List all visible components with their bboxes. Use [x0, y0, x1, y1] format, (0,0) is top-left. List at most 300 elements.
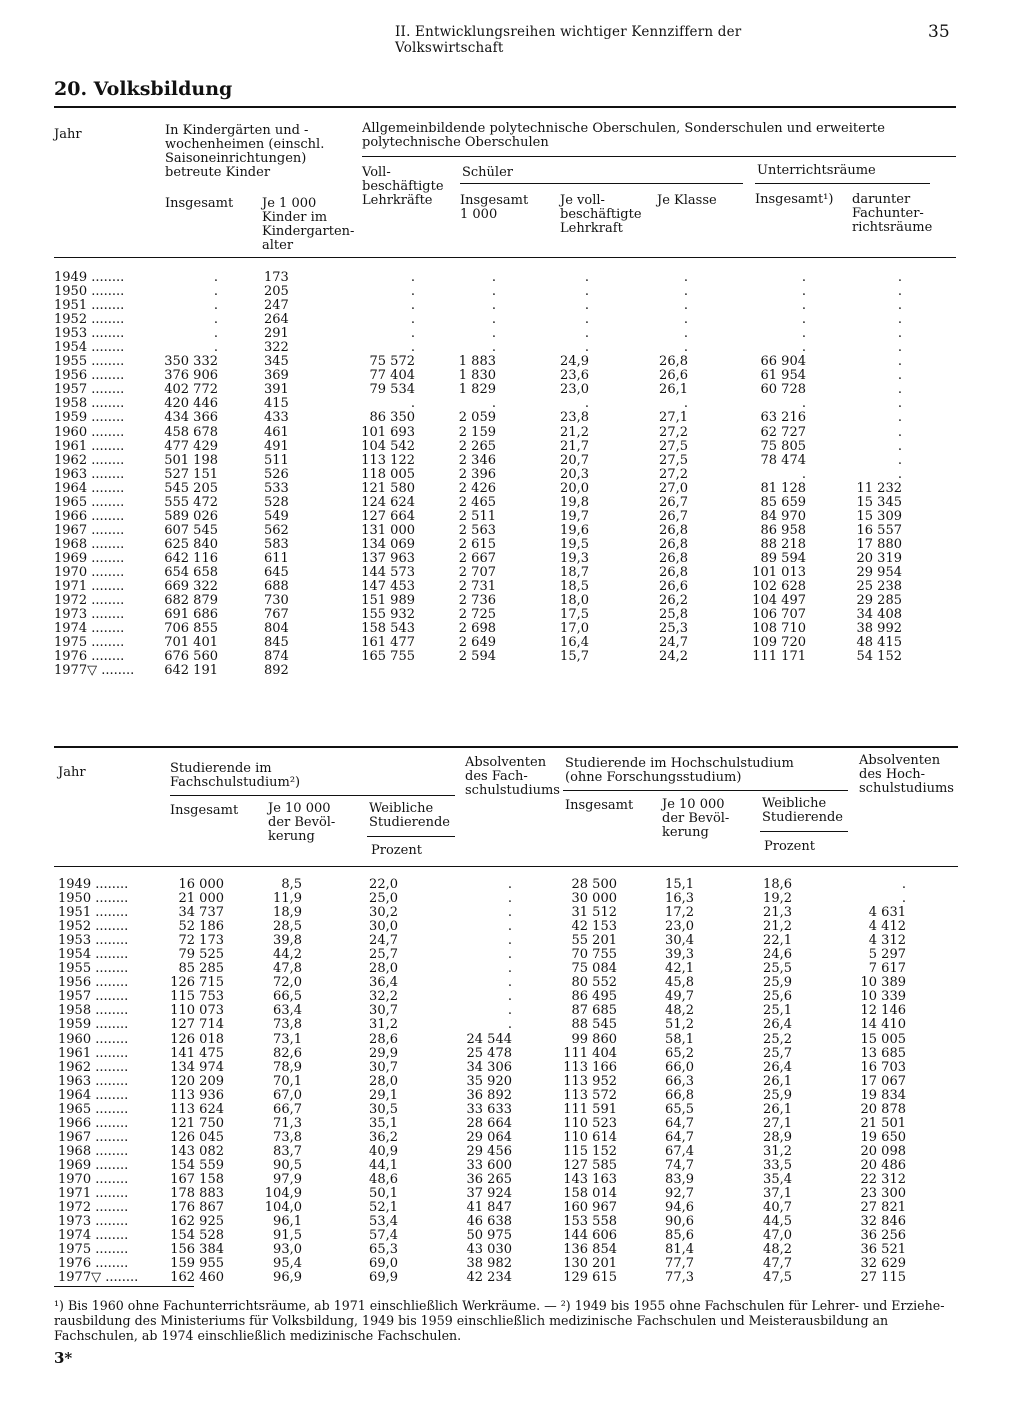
- table-cell: 110 614: [563, 1129, 617, 1145]
- table-cell: 2 736: [458, 593, 496, 609]
- table-cell: 137 963: [361, 550, 415, 566]
- table-cell: 52,1: [369, 1200, 398, 1216]
- t2-head-fach-weiblich: Weibliche Studierende: [369, 801, 450, 830]
- table-cell: 127 585: [563, 1157, 617, 1173]
- table-cell: 160 967: [563, 1200, 617, 1216]
- table-cell: .: [897, 424, 902, 440]
- table-cell: .: [897, 410, 902, 426]
- table-cell: 19,2: [763, 891, 792, 907]
- table-cell: 26,1: [763, 1073, 792, 1089]
- table-cell: 555 472: [164, 494, 218, 510]
- table-cell: .: [507, 1017, 512, 1033]
- table-cell: 511: [264, 452, 289, 468]
- table-cell: 48 415: [856, 635, 902, 651]
- table-cell: 44,1: [369, 1157, 398, 1173]
- year-cell: 1957 ........: [58, 989, 129, 1005]
- table-cell: .: [801, 270, 806, 285]
- table-cell: .: [801, 312, 806, 328]
- table-cell: 77,7: [665, 1256, 694, 1272]
- table-cell: 30,7: [369, 1003, 398, 1019]
- t1-col-kinder-insgesamt: [150, 271, 218, 678]
- table-cell: 26,4: [763, 1059, 792, 1075]
- table-cell: 26,8: [659, 522, 688, 538]
- table-cell: 4 631: [868, 905, 906, 921]
- table-cell: 27,5: [659, 452, 688, 468]
- table-cell: 31 512: [571, 905, 617, 921]
- table-cell: .: [507, 961, 512, 977]
- table-cell: 24,6: [763, 947, 792, 963]
- table-cell: 110 073: [170, 1003, 224, 1019]
- table-cell: 62 727: [760, 424, 806, 440]
- table-cell: 120 209: [170, 1073, 224, 1089]
- table-cell: 35 920: [466, 1073, 512, 1089]
- table-cell: 205: [264, 284, 289, 300]
- table-cell: 26,4: [763, 1017, 792, 1033]
- table-cell: 30,2: [369, 905, 398, 921]
- table-cell: .: [683, 312, 688, 328]
- year-cell: 1959 ........: [54, 410, 125, 426]
- table-cell: .: [584, 326, 589, 342]
- t1-col-raeume-fach: [832, 271, 902, 678]
- table-cell: 501 198: [164, 452, 218, 468]
- table-cell: 1 883: [458, 354, 496, 370]
- table-cell: 86 350: [369, 410, 415, 426]
- table-cell: 15,1: [665, 877, 694, 892]
- year-cell: 1964 ........: [54, 480, 125, 496]
- table-cell: 115 152: [563, 1143, 617, 1159]
- table-cell: 143 082: [170, 1143, 224, 1159]
- table-cell: 11,9: [273, 891, 302, 907]
- table-2-head-rule: [54, 866, 958, 867]
- table-cell: 25,8: [659, 607, 688, 623]
- table-cell: .: [213, 270, 218, 285]
- table-cell: .: [213, 340, 218, 356]
- table-cell: .: [897, 438, 902, 454]
- table-cell: 178 883: [170, 1186, 224, 1202]
- table-cell: 126 018: [170, 1031, 224, 1047]
- table-cell: 162 460: [170, 1270, 224, 1286]
- table-cell: 1 829: [458, 382, 496, 398]
- table-cell: .: [897, 312, 902, 328]
- table-cell: 27 115: [860, 1270, 906, 1286]
- table-cell: 26,8: [659, 354, 688, 370]
- table-cell: 2 615: [458, 536, 496, 552]
- table-cell: 25,6: [763, 989, 792, 1005]
- table-cell: .: [683, 340, 688, 356]
- table-cell: .: [410, 396, 415, 412]
- table-cell: 94,6: [665, 1200, 694, 1216]
- table-cell: 40,9: [369, 1143, 398, 1159]
- year-cell: 1957 ........: [54, 382, 125, 398]
- table-cell: 36 256: [860, 1228, 906, 1244]
- table-cell: 153 558: [563, 1214, 617, 1230]
- table-cell: 15 345: [856, 494, 902, 510]
- table-cell: 144 573: [361, 564, 415, 580]
- table-cell: .: [801, 340, 806, 356]
- table-cell: .: [801, 326, 806, 342]
- table-cell: 25 478: [466, 1045, 512, 1061]
- table-cell: 93,0: [273, 1242, 302, 1258]
- year-cell: 1963 ........: [54, 466, 125, 482]
- year-cell: 1954 ........: [54, 340, 125, 356]
- table-cell: 26,1: [763, 1101, 792, 1117]
- table-cell: 17 880: [856, 536, 902, 552]
- table-cell: 691 686: [164, 607, 218, 623]
- table-cell: 701 401: [164, 635, 218, 651]
- table-cell: 322: [264, 340, 289, 356]
- table-cell: [644, 664, 688, 678]
- table-cell: 28,6: [369, 1031, 398, 1047]
- table-cell: .: [410, 340, 415, 356]
- year-cell: 1966 ........: [54, 508, 125, 524]
- table-cell: 72 173: [178, 933, 224, 949]
- table-cell: 48,2: [665, 1003, 694, 1019]
- table-cell: 91,5: [273, 1228, 302, 1244]
- table-cell: 113 122: [361, 452, 415, 468]
- table-cell: [340, 664, 415, 678]
- table-cell: 89 594: [760, 550, 806, 566]
- t1-col-schueler-insgesamt: [440, 271, 496, 678]
- table-cell: 85 659: [760, 494, 806, 510]
- table-cell: 63,4: [273, 1003, 302, 1019]
- table-cell: 124 624: [361, 494, 415, 510]
- t1-col-schueler-je-lehrkraft: [545, 271, 589, 678]
- table-cell: 39,8: [273, 933, 302, 949]
- table-cell: 461: [264, 424, 289, 440]
- table-cell: 26,2: [659, 593, 688, 609]
- table-cell: 144 606: [563, 1228, 617, 1244]
- table-cell: 24,7: [659, 635, 688, 651]
- table-cell: 121 750: [170, 1115, 224, 1131]
- t1-head-kinder-je1000: Je 1 000 Kinder im Kindergarten-alter: [262, 196, 355, 253]
- t2-head-hoch-group: Studierende im Hochschulstudium (ohne Forschungsstudium): [565, 756, 794, 785]
- table-cell: 527 151: [164, 466, 218, 482]
- table-cell: 96,1: [273, 1214, 302, 1230]
- year-cell: 1959 ........: [58, 1017, 129, 1033]
- t2-subrule-fach: [170, 795, 455, 796]
- table-cell: 2 707: [458, 564, 496, 580]
- table-cell: .: [901, 877, 906, 892]
- table-cell: 19,5: [560, 536, 589, 552]
- table-cell: 2 465: [458, 494, 496, 510]
- table-cell: .: [410, 326, 415, 342]
- year-cell: 1974 ........: [54, 621, 125, 637]
- table-cell: 35,1: [369, 1115, 398, 1131]
- table-cell: 154 559: [170, 1157, 224, 1173]
- table-cell: .: [213, 298, 218, 314]
- t1-subrule-schulen: [362, 156, 956, 157]
- table-cell: 83,7: [273, 1143, 302, 1159]
- table-cell: 10 339: [860, 989, 906, 1005]
- table-cell: 20 878: [860, 1101, 906, 1117]
- table-cell: 2 725: [458, 607, 496, 623]
- table-cell: 47,7: [763, 1256, 792, 1272]
- table-cell: 143 163: [563, 1171, 617, 1187]
- table-cell: 126 715: [170, 975, 224, 991]
- table-cell: 67,0: [273, 1087, 302, 1103]
- year-cell: 1976 ........: [58, 1256, 129, 1272]
- table-cell: 58,1: [665, 1031, 694, 1047]
- table-cell: 97,9: [273, 1171, 302, 1187]
- table-cell: 21,7: [560, 438, 589, 454]
- table-cell: 113 952: [563, 1073, 617, 1089]
- table-cell: 66,0: [665, 1059, 694, 1075]
- table-cell: 18,9: [273, 905, 302, 921]
- table-cell: 24,2: [659, 649, 688, 665]
- table-cell: 78,9: [273, 1059, 302, 1075]
- table-cell: 44,2: [273, 947, 302, 963]
- table-cell: 19 834: [860, 1087, 906, 1103]
- table-cell: 45,8: [665, 975, 694, 991]
- table-cell: 682 879: [164, 593, 218, 609]
- table-cell: 34 408: [856, 607, 902, 623]
- table-cell: 706 855: [164, 621, 218, 637]
- t2-col-hoch-weiblich: [754, 878, 792, 1285]
- table-cell: 79 525: [178, 947, 224, 963]
- t1-head-schueler-group: Schüler: [462, 165, 513, 180]
- table-cell: 99 860: [571, 1031, 617, 1047]
- table-cell: 109 720: [752, 635, 806, 651]
- table-cell: 69,9: [369, 1270, 398, 1286]
- t2-head-abs-hoch: Absolventen des Hoch-schulstudiums: [859, 753, 954, 796]
- t1-head-schueler-je-lehrkraft: Je voll-beschäftigte Lehrkraft: [560, 193, 642, 236]
- table-cell: 2 159: [458, 424, 496, 440]
- table-cell: 688: [264, 579, 289, 595]
- table-cell: 892: [264, 663, 289, 679]
- table-cell: 28,5: [273, 919, 302, 935]
- table-cell: 2 698: [458, 621, 496, 637]
- table-cell: 73,1: [273, 1031, 302, 1047]
- table-cell: 264: [264, 312, 289, 328]
- table-cell: 2 594: [458, 649, 496, 665]
- table-cell: .: [507, 891, 512, 907]
- table-cell: 23,6: [560, 368, 589, 384]
- table-cell: 154 528: [170, 1228, 224, 1244]
- table-cell: 583: [264, 536, 289, 552]
- t2-subrule-hoch-prozent: [760, 831, 848, 832]
- table-cell: .: [507, 919, 512, 935]
- table-cell: 10 389: [860, 975, 906, 991]
- t2-col-hoch-insgesamt: [550, 878, 617, 1285]
- table-cell: 2 059: [458, 410, 496, 426]
- table-cell: 8,5: [281, 877, 302, 892]
- table-cell: 642 116: [164, 550, 218, 566]
- t2-subrule-hoch: [563, 790, 848, 791]
- table-1-top-rule: [54, 106, 956, 108]
- table-cell: 84 970: [760, 508, 806, 524]
- table-cell: 66 904: [760, 354, 806, 370]
- table-cell: 118 005: [361, 466, 415, 482]
- table-cell: 477 429: [164, 438, 218, 454]
- table-cell: 151 989: [361, 593, 415, 609]
- year-cell: 1964 ........: [58, 1087, 129, 1103]
- year-cell: 1963 ........: [58, 1073, 129, 1089]
- table-cell: 420 446: [164, 396, 218, 412]
- table-cell: 11 232: [856, 480, 902, 496]
- table-cell: 562: [264, 522, 289, 538]
- table-cell: 72,0: [273, 975, 302, 991]
- table-cell: 80 552: [571, 975, 617, 991]
- table-cell: 73,8: [273, 1017, 302, 1033]
- table-cell: .: [897, 452, 902, 468]
- table-cell: 46 638: [466, 1214, 512, 1230]
- table-cell: 36 265: [466, 1171, 512, 1187]
- section-title: 20. Volksbildung: [54, 78, 233, 100]
- year-cell: 1969 ........: [54, 550, 125, 566]
- year-cell: 1976 ........: [54, 649, 125, 665]
- table-cell: 104 497: [752, 593, 806, 609]
- t1-col-years: [54, 271, 154, 678]
- t2-col-fach-insgesamt: [160, 878, 224, 1285]
- table-cell: .: [801, 396, 806, 412]
- table-cell: 64,7: [665, 1129, 694, 1145]
- year-cell: 1977▽ ........: [58, 1270, 139, 1286]
- table-cell: 25,1: [763, 1003, 792, 1019]
- table-cell: 67,4: [665, 1143, 694, 1159]
- year-cell: 1955 ........: [58, 961, 129, 977]
- year-cell: 1975 ........: [54, 635, 125, 651]
- table-cell: 23,0: [665, 919, 694, 935]
- table-cell: .: [507, 1003, 512, 1019]
- table-cell: 35,4: [763, 1171, 792, 1187]
- year-cell: 1950 ........: [54, 284, 125, 300]
- t1-head-lehrkraefte: Voll-beschäftigte Lehrkräfte: [362, 165, 444, 208]
- table-cell: 86 958: [760, 522, 806, 538]
- year-cell: 1961 ........: [54, 438, 125, 454]
- table-cell: 2 649: [458, 635, 496, 651]
- table-cell: 369: [264, 368, 289, 384]
- table-cell: 434 366: [164, 410, 218, 426]
- table-cell: 104,9: [264, 1186, 302, 1202]
- table-cell: 141 475: [170, 1045, 224, 1061]
- table-cell: 4 312: [868, 933, 906, 949]
- t2-head-hoch-prozent: Prozent: [764, 839, 815, 854]
- table-cell: 25,0: [369, 891, 398, 907]
- table-cell: 81,4: [665, 1242, 694, 1258]
- table-cell: 36,4: [369, 975, 398, 991]
- table-cell: 642 191: [164, 663, 218, 679]
- table-cell: .: [897, 298, 902, 314]
- table-cell: 96,9: [273, 1270, 302, 1286]
- table-cell: 113 166: [563, 1059, 617, 1075]
- table-cell: 173: [264, 270, 289, 285]
- t2-head-hoch-insgesamt: Insgesamt: [565, 798, 634, 813]
- table-cell: 115 753: [170, 989, 224, 1005]
- table-cell: 66,5: [273, 989, 302, 1005]
- table-cell: 36 892: [466, 1087, 512, 1103]
- year-cell: 1968 ........: [58, 1143, 129, 1159]
- table-cell: .: [507, 933, 512, 949]
- table-cell: .: [897, 396, 902, 412]
- table-cell: 43 030: [466, 1242, 512, 1258]
- table-cell: 25 238: [856, 579, 902, 595]
- table-cell: .: [213, 284, 218, 300]
- t1-col-lehrkraefte: [340, 271, 415, 678]
- table-cell: 108 710: [752, 621, 806, 637]
- table-cell: 113 624: [170, 1101, 224, 1117]
- table-cell: 16,4: [560, 635, 589, 651]
- t2-head-hoch-weiblich: Weibliche Studierende: [762, 796, 843, 825]
- t1-col-kinder-je1000: [264, 271, 304, 678]
- table-cell: 376 906: [164, 368, 218, 384]
- table-cell: 113 572: [563, 1087, 617, 1103]
- table-cell: 31,2: [763, 1143, 792, 1159]
- table-cell: 101 693: [361, 424, 415, 440]
- t1-head-raeume-group: Unterrichtsräume: [757, 163, 876, 178]
- year-cell: 1973 ........: [58, 1214, 129, 1230]
- table-cell: 104 542: [361, 438, 415, 454]
- table-cell: 79 534: [369, 382, 415, 398]
- table-cell: 32 846: [860, 1214, 906, 1230]
- table-cell: 20 319: [856, 550, 902, 566]
- table-cell: 41 847: [466, 1200, 512, 1216]
- table-cell: 19,7: [560, 508, 589, 524]
- table-cell: 28,0: [369, 961, 398, 977]
- table-cell: 121 580: [361, 480, 415, 496]
- year-cell: 1949 ........: [54, 270, 125, 285]
- table-cell: 155 932: [361, 607, 415, 623]
- table-cell: 767: [264, 607, 289, 623]
- table-cell: 12 146: [860, 1003, 906, 1019]
- table-cell: 32,2: [369, 989, 398, 1005]
- table-cell: 83,9: [665, 1171, 694, 1187]
- table-cell: 85 285: [178, 961, 224, 977]
- t1-head-raeume-fach: darunter Fachunter-richtsräume: [852, 192, 933, 235]
- table-cell: 34 737: [178, 905, 224, 921]
- t1-col-raeume-insgesamt: [740, 271, 806, 678]
- table-cell: 30 000: [571, 891, 617, 907]
- year-cell: 1972 ........: [58, 1200, 129, 1216]
- table-cell: 27,1: [659, 410, 688, 426]
- table-cell: 28 664: [466, 1115, 512, 1131]
- table-cell: 106 707: [752, 607, 806, 623]
- table-cell: .: [584, 340, 589, 356]
- year-cell: 1956 ........: [54, 368, 125, 384]
- table-cell: 92,7: [665, 1186, 694, 1202]
- table-cell: 18,0: [560, 593, 589, 609]
- table-cell: 33 633: [466, 1101, 512, 1117]
- table-cell: 161 477: [361, 635, 415, 651]
- year-cell: 1958 ........: [54, 396, 125, 412]
- table-cell: .: [897, 340, 902, 356]
- t1-col-schueler-je-klasse: [644, 271, 688, 678]
- table-cell: 111 404: [563, 1045, 617, 1061]
- table-cell: 458 678: [164, 424, 218, 440]
- table-cell: .: [897, 326, 902, 342]
- table-cell: 433: [264, 410, 289, 426]
- table-cell: 402 772: [164, 382, 218, 398]
- table-cell: 22,1: [763, 933, 792, 949]
- year-cell: 1956 ........: [58, 975, 129, 991]
- table-cell: 26,8: [659, 550, 688, 566]
- t2-subrule-fach-prozent: [367, 836, 455, 837]
- table-cell: 2 346: [458, 452, 496, 468]
- table-cell: 50,1: [369, 1186, 398, 1202]
- table-cell: 28,9: [763, 1129, 792, 1145]
- t1-head-schueler-je-klasse: Je Klasse: [657, 193, 717, 208]
- t2-col-fach-je10000: [260, 878, 302, 1285]
- table-cell: 2 511: [458, 508, 496, 524]
- table-cell: 491: [264, 438, 289, 454]
- table-cell: .: [507, 947, 512, 963]
- table-cell: 101 013: [752, 564, 806, 580]
- table-cell: 64,7: [665, 1115, 694, 1131]
- year-cell: 1967 ........: [54, 522, 125, 538]
- table-cell: 127 664: [361, 508, 415, 524]
- table-cell: 82,6: [273, 1045, 302, 1061]
- table-cell: [545, 664, 589, 678]
- table-2-top-rule: [54, 746, 958, 748]
